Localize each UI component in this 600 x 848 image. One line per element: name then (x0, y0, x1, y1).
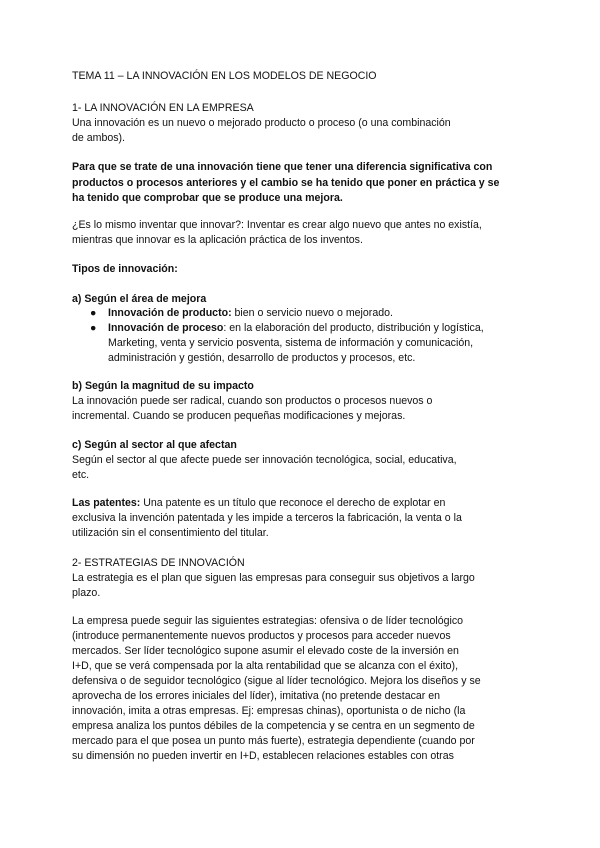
paragraph-line: Según el sector al que afecte puede ser innovación tecnológica, social, educativa, (72, 454, 457, 466)
bullet-continuation: Marketing, venta y servicio posventa, sistema de información y comunicación, (108, 337, 474, 349)
paragraph-line: utilización sin el consentimiento del titular. (72, 527, 269, 539)
document-title: TEMA 11 – LA INNOVACIÓN EN LOS MODELOS DE NEGOCIO (72, 70, 377, 82)
types-heading: Tipos de innovación: (72, 263, 178, 275)
bullet-continuation: administración y gestión, desarrollo de productos y procesos, etc. (108, 352, 416, 364)
bold-paragraph-line: ha tenido que comprobar que se produce una mejora. (72, 192, 343, 204)
paragraph-line: defensiva o de seguidor tecnológico (sigue al líder tecnológico. Mejora los diseños y se (72, 675, 481, 687)
definition-line: Una innovación es un nuevo o mejorado producto o proceso (o una combinación (72, 117, 451, 129)
subsection-a-heading: a) Según el área de mejora (72, 293, 207, 305)
paragraph-line: aprovecha de los errores iniciales del líder), imitativa (no pretende destacar en (72, 690, 441, 702)
paragraph-line: incremental. Cuando se producen pequeñas modificaciones y mejoras. (72, 410, 406, 422)
question-line: mientras que innovar es la aplicación práctica de los inventos. (72, 234, 363, 246)
section-2-heading: 2- ESTRATEGIAS DE INNOVACIÓN (72, 557, 245, 569)
patents-line (72, 496, 445, 512)
bullet-label: Innovación de producto: (108, 307, 232, 319)
patents-label: Las patentes: (72, 497, 141, 509)
bullet-text: bien o servicio nuevo o mejorado. (231, 307, 393, 319)
patents-text: Una patente es un título que reconoce el derecho de explotar en (140, 497, 446, 509)
paragraph-line: empresa analiza los puntos débiles de la competencia y se centra en un segmento de (72, 720, 475, 732)
section-1-heading: 1- LA INNOVACIÓN EN LA EMPRESA (72, 102, 254, 114)
paragraph-line: I+D, que se verá compensada por la alta rentabilidad que se alcanza con el éxito), (72, 660, 459, 672)
definition-line: de ambos). (72, 132, 125, 144)
paragraph-line: su dimensión no pueden invertir en I+D, establecen relaciones estables con otras (72, 750, 454, 762)
bullet-item-product (108, 306, 393, 322)
paragraph-line: La innovación puede ser radical, cuando son productos o procesos nuevos o (72, 395, 433, 407)
paragraph-line: La empresa puede seguir las siguientes estrategias: ofensiva o de líder tecnológico (72, 615, 464, 627)
bullet-text: : en la elaboración del producto, distribución y logística, (223, 322, 484, 334)
subsection-c-heading: c) Según al sector al que afectan (72, 439, 237, 451)
question-line: ¿Es lo mismo inventar que innovar?: Inventar es crear algo nuevo que antes no existía, (72, 219, 482, 231)
subsection-b-heading: b) Según la magnitud de su impacto (72, 380, 254, 392)
paragraph-line: La estrategia es el plan que siguen las empresas para conseguir sus objetivos a largo (72, 572, 475, 584)
paragraph-line: (introduce permanentemente nuevos productos y procesos para acceder nuevos (72, 630, 451, 642)
bullet-label: Innovación de proceso (108, 322, 224, 334)
paragraph-line: etc. (72, 469, 90, 481)
paragraph-line: mercados. Ser líder tecnológico supone asumir el elevado coste de la inversión en (72, 645, 459, 657)
bullet-icon: ● (90, 307, 97, 319)
bullet-item-process (108, 321, 484, 337)
bullet-icon: ● (90, 322, 97, 334)
bold-paragraph-line: productos o procesos anteriores y el cambio se ha tenido que poner en práctica y se (72, 177, 500, 189)
paragraph-line: innovación, imita a otras empresas. Ej: empresas chinas), oportunista o de nicho (la (72, 705, 466, 717)
paragraph-line: mercado para el que posea un punto más fuerte), estrategia dependiente (cuando por (72, 735, 475, 747)
paragraph-line: exclusiva la invención patentada y les impide a terceros la fabricación, la venta o la (72, 512, 462, 524)
paragraph-line: plazo. (72, 587, 101, 599)
bold-paragraph-line: Para que se trate de una innovación tiene que tener una diferencia significativa con (72, 161, 493, 173)
